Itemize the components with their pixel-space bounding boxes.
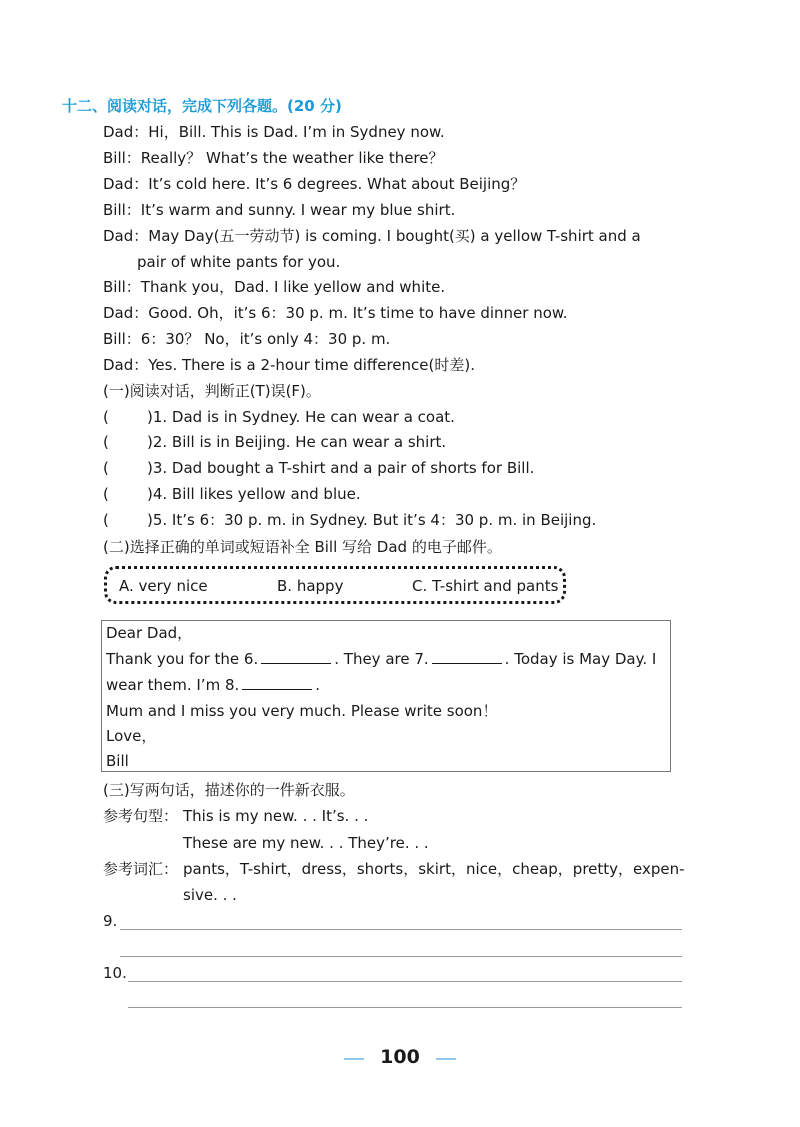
tf-item xyxy=(103,510,596,530)
tf-item xyxy=(103,484,361,504)
question-9-number: 9. xyxy=(103,912,118,930)
dialogue-line: Dad：Hi，Bill. This is Dad. I’m in Sydney now. xyxy=(103,123,445,141)
option-b: B. happy xyxy=(277,577,344,595)
option-c: C. T-shirt and pants xyxy=(412,577,559,595)
letter-line: Mum and I miss you very much. Please write soon！ xyxy=(106,702,498,720)
writing-line[interactable] xyxy=(128,981,682,982)
tf-statement: )1. Dad is in Sydney. He can wear a coat. xyxy=(147,408,455,426)
letter-greeting: Dear Dad， xyxy=(106,624,193,642)
answer-paren[interactable]: ( xyxy=(103,485,109,503)
option-a: A. very nice xyxy=(119,577,208,595)
blank-7[interactable] xyxy=(432,649,502,664)
dialogue-line: Dad：Good. Oh，it’s 6：30 p. m. It’s time to have dinner now. xyxy=(103,304,568,322)
part3-heading: (三)写两句话，描述你的一件新衣服。 xyxy=(103,781,355,799)
tf-statement: )5. It’s 6：30 p. m. in Sydney. But it’s 4：30 p. m. in Beijing. xyxy=(147,511,597,529)
question-10-number: 10. xyxy=(103,964,127,982)
tf-statement: )4. Bill likes yellow and blue. xyxy=(147,485,361,503)
blank-6[interactable] xyxy=(261,649,331,664)
tf-item xyxy=(103,458,534,478)
vocab-line: sive. . . xyxy=(183,886,237,904)
dialogue-line: Dad：May Day(五一劳动节) is coming. I bought(买) a yellow T-shirt and a xyxy=(103,227,641,245)
dialogue-line: Bill：It’s warm and sunny. I wear my blue shirt. xyxy=(103,201,456,219)
options-box xyxy=(104,566,566,604)
part1-heading: (一)阅读对话，判断正(T)误(F)。 xyxy=(103,382,321,400)
writing-line[interactable] xyxy=(120,929,682,930)
writing-line[interactable] xyxy=(128,1007,682,1008)
letter-line xyxy=(106,675,320,695)
letter-text: Thank you for the 6. xyxy=(106,650,259,668)
answer-paren[interactable]: ( xyxy=(103,459,109,477)
writing-line[interactable] xyxy=(120,956,682,957)
part2-heading: (二)选择正确的单词或短语补全 Bill 写给 Dad 的电子邮件。 xyxy=(103,538,502,556)
dialogue-line: Dad：It’s cold here. It’s 6 degrees. What about Beijing？ xyxy=(103,175,526,193)
letter-text: . Today is May Day. I xyxy=(504,650,657,668)
email-letter xyxy=(101,620,671,772)
letter-text: wear them. I’m 8. xyxy=(106,676,240,694)
pattern-line: This is my new. . . It’s. . . xyxy=(183,807,369,825)
letter-text: . They are 7. xyxy=(334,650,429,668)
dialogue-line: Bill：Thank you，Dad. I like yellow and white. xyxy=(103,278,446,296)
vocab-label: 参考词汇： xyxy=(103,860,179,878)
dialogue-line: Dad：Yes. There is a 2-hour time difference(时差). xyxy=(103,356,475,374)
pattern-line: These are my new. . . They’re. . . xyxy=(183,834,429,852)
answer-paren[interactable]: ( xyxy=(103,511,109,529)
answer-paren[interactable]: ( xyxy=(103,408,109,426)
page-number: 100 xyxy=(380,1046,420,1068)
tf-statement: )2. Bill is in Beijing. He can wear a shirt. xyxy=(147,433,447,451)
answer-paren[interactable]: ( xyxy=(103,433,109,451)
vocab-line: pants，T-shirt，dress，shorts，skirt，nice，cheap，pretty，expen- xyxy=(183,860,685,878)
letter-closing: Love， xyxy=(106,727,157,745)
pattern-label: 参考句型： xyxy=(103,807,179,825)
tf-item xyxy=(103,432,446,452)
letter-line xyxy=(106,649,656,669)
letter-signature: Bill xyxy=(106,752,129,770)
dialogue-line: pair of white pants for you. xyxy=(137,253,341,271)
tf-item xyxy=(103,407,455,427)
section-title: 十二、阅读对话，完成下列各题。(20 分) xyxy=(62,97,342,115)
dialogue-line: Bill：6：30？ No，it’s only 4：30 p. m. xyxy=(103,330,391,348)
letter-text: . xyxy=(315,676,321,694)
tf-statement: )3. Dad bought a T-shirt and a pair of shorts for Bill. xyxy=(147,459,535,477)
page-number-dash-right xyxy=(436,1058,456,1060)
dialogue-line: Bill：Really？ What’s the weather like there？ xyxy=(103,149,444,167)
blank-8[interactable] xyxy=(242,675,312,690)
